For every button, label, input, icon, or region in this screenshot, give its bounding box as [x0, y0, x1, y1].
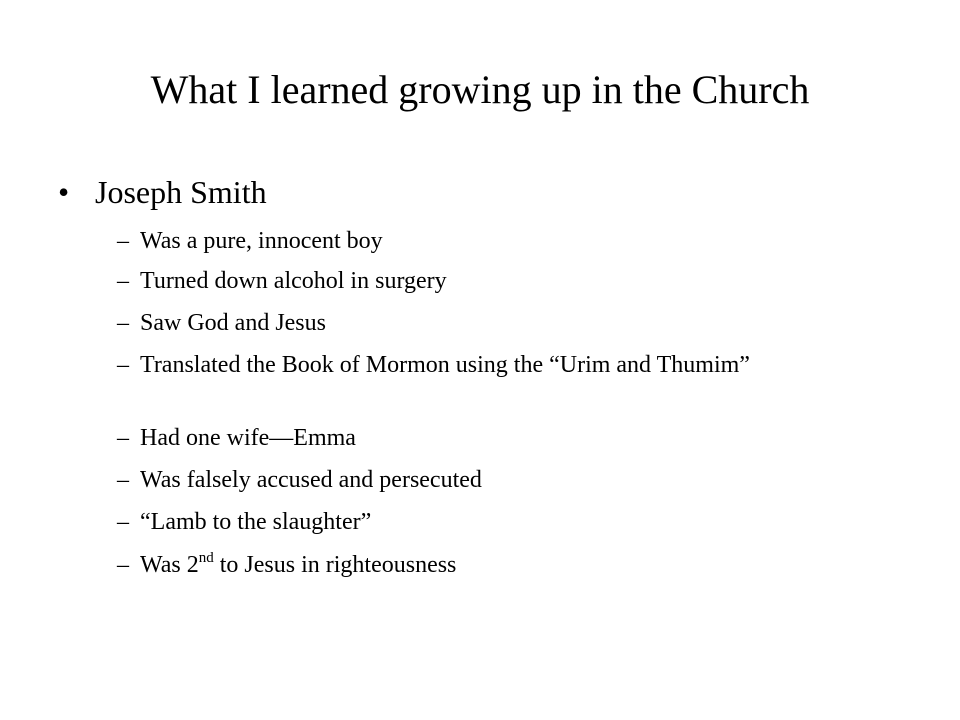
- slide-title: What I learned growing up in the Church: [150, 67, 810, 112]
- dash-marker: –: [117, 509, 129, 535]
- sub-bullet-text: Turned down alcohol in surgery: [140, 268, 447, 294]
- sub-bullet-text: Translated the Book of Mormon using the “Urim and Thumim”: [140, 352, 750, 378]
- sub-bullet-text-start: Was 2: [140, 552, 199, 578]
- ordinal-superscript: nd: [198, 550, 214, 566]
- bullet-marker: •: [58, 174, 70, 210]
- sub-bullet-text: [140, 551, 820, 580]
- sub-bullet-text: Saw God and Jesus: [140, 310, 326, 336]
- dash-marker: –: [117, 552, 129, 578]
- sub-bullet-text: Was falsely accused and persecuted: [140, 467, 482, 493]
- dash-marker: –: [117, 228, 129, 254]
- sub-bullet-text: Had one wife—Emma: [140, 425, 356, 451]
- sub-bullet-text: “Lamb to the slaughter”: [140, 509, 372, 535]
- main-bullet-label: Joseph Smith: [95, 174, 267, 210]
- sub-bullet-text-end: to Jesus in righteousness: [213, 552, 457, 578]
- dash-marker: –: [117, 268, 129, 294]
- sub-bullet-text: Was a pure, innocent boy: [140, 228, 383, 254]
- dash-marker: –: [117, 467, 129, 493]
- dash-marker: –: [117, 425, 129, 451]
- dash-marker: –: [117, 352, 129, 378]
- dash-marker: –: [117, 310, 129, 336]
